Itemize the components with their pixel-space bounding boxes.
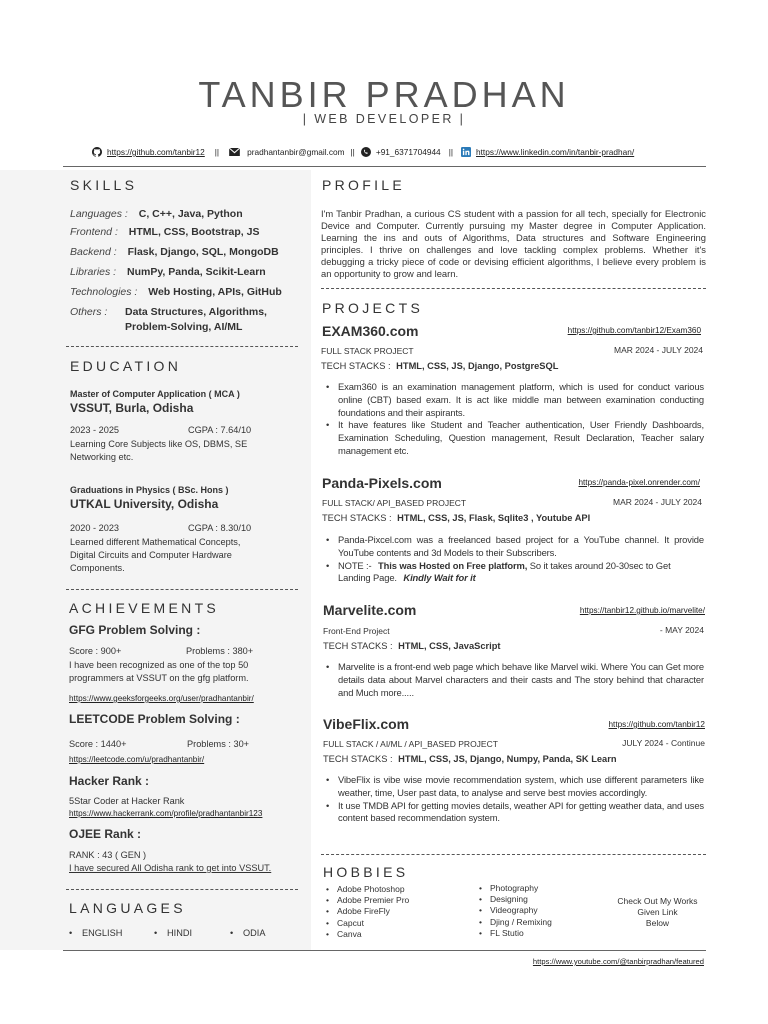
- github-link[interactable]: https://github.com/tanbir12: [107, 147, 205, 157]
- skill-row-languages: [70, 208, 243, 220]
- hobby-item: • Djing / Remixing: [479, 917, 552, 928]
- separator: ||: [214, 147, 220, 157]
- project-stack: [323, 754, 617, 764]
- bullet-item: • It have features like Student and Teacher authentication, User Friendly Dashboards, Examination Scheduling, Question management, Result Declaration, Teacher salary management etc.: [324, 419, 704, 457]
- degree-cgpa: CGPA : 8.30/10: [188, 523, 252, 533]
- project-title: VibeFlix.com: [323, 716, 410, 732]
- project-date: MAR 2024 - JULY 2024: [613, 497, 702, 507]
- skill-value: Problem-Solving, AI/ML: [125, 321, 243, 333]
- degree-description: Digital Circuits and Computer Hardware: [70, 550, 232, 560]
- email-text[interactable]: pradhantanbir@gmail.com: [247, 147, 345, 157]
- works-line: Below: [645, 918, 670, 929]
- degree-title: Master of Computer Application ( MCA ): [70, 389, 240, 399]
- skill-key: Others :: [70, 306, 108, 318]
- language-item: • ENGLISH: [69, 928, 122, 938]
- stack-label: TECH STACKS :: [321, 361, 391, 371]
- project-link[interactable]: https://github.com/tanbir12: [608, 720, 705, 729]
- degree-title: Graduations in Physics ( BSc. Hons ): [70, 485, 229, 495]
- skill-value: Web Hosting, APIs, GitHub: [148, 286, 282, 298]
- leetcode-problems: Problems : 30+: [187, 739, 250, 749]
- project-bullets: [324, 381, 704, 458]
- skill-key: Technologies :: [70, 286, 138, 298]
- degree-description: Learned different Mathematical Concepts,: [70, 537, 241, 547]
- works-line: Check Out My Works: [617, 896, 698, 906]
- hobby-item: • Canva: [326, 929, 409, 940]
- youtube-link[interactable]: https://www.youtube.com/@tanbirpradhan/featured: [532, 957, 704, 966]
- linkedin-icon: [461, 147, 471, 157]
- project-type: Front-End Project: [323, 626, 390, 636]
- hobby-item: • Videography: [479, 905, 552, 916]
- project-title: Panda-Pixels.com: [322, 475, 442, 491]
- bullet-item: • Panda-Pixcel.com was a freelanced based project for a YouTube channel. It provide YouTube contents and 3d Models to their Subscribers.: [324, 534, 704, 560]
- bullet-item: • Exam360 is an examination management platform, which is used for conduct various online (CBT) based exam. It is act like middle man between examination conducting foundations and their aspirants.: [324, 381, 704, 419]
- skill-key: Frontend :: [70, 226, 118, 238]
- hobbies-list-activities: [479, 883, 552, 939]
- gfg-description: I have been recognized as one of the top 50: [69, 660, 249, 670]
- project-date: JULY 2024 - Continue: [622, 738, 705, 748]
- project-stack: [323, 641, 500, 651]
- contact-bar: [92, 147, 634, 157]
- stack-label: TECH STACKS :: [323, 754, 393, 764]
- achievements-heading: ACHIEVEMENTS: [69, 600, 220, 616]
- section-divider: [321, 288, 706, 289]
- hobby-item: • Adobe Premier Pro: [326, 895, 409, 906]
- skill-row-libraries: [70, 266, 266, 278]
- project-title: EXAM360.com: [322, 323, 419, 339]
- gfg-description: programmers at VSSUT on the gfg platform.: [69, 673, 249, 683]
- hobby-item: • Capcut: [326, 918, 409, 929]
- profile-summary: I'm Tanbir Pradhan, a curious CS student with a passion for all tech, specially for Electronic Device and Computer. Currently pursuing my Master degree in Computer Application. Learning the ins and outs of Algorithms, Data structures and Software Engineering principles. I thrive on challenges and love tackling complex problems. Whether it's debugging a tricky piece of code or devising efficient algorithms, I believe every problem is an opportunity to grow and learn.: [321, 208, 706, 279]
- gfg-score: Score : 900+: [69, 646, 122, 656]
- bullet-item: • VibeFlix is vibe wise movie recommendation system, which use different parameters like weather, time, User past data, to analyse and serve best movies accordingly.: [324, 774, 704, 800]
- phone-text[interactable]: +91_6371704944: [375, 147, 441, 157]
- language-item: • HINDI: [154, 928, 192, 938]
- header-divider: [63, 166, 706, 167]
- skill-key: Backend :: [70, 246, 117, 258]
- github-icon: [92, 147, 102, 157]
- skill-value: HTML, CSS, Bootstrap, JS: [128, 226, 260, 238]
- section-divider: [66, 589, 298, 590]
- separator: ||: [350, 147, 355, 157]
- degree-years: 2020 - 2023: [70, 523, 120, 533]
- hackerrank-profile-link[interactable]: https://www.hackerrank.com/profile/pradhantanbir123: [69, 809, 263, 818]
- ojee-rank: RANK : 43 ( GEN ): [69, 850, 147, 860]
- leetcode-title: LEETCODE Problem Solving :: [69, 712, 240, 726]
- languages-heading: LANGUAGES: [69, 900, 186, 916]
- note-bold: This was Hosted on Free platform,: [378, 559, 528, 571]
- gfg-problems: Problems : 380+: [186, 646, 254, 656]
- degree-description: Learning Core Subjects like OS, DBMS, SE: [70, 439, 248, 449]
- skill-row-frontend: [70, 226, 259, 238]
- degree-description: Networking etc.: [70, 452, 134, 462]
- job-title: | WEB DEVELOPER |: [302, 112, 466, 126]
- project-type: FULL STACK/ API_BASED PROJECT: [322, 498, 467, 508]
- hobby-item: • FL Stutio: [479, 928, 552, 939]
- person-name: TANBIR PRADHAN: [198, 74, 570, 115]
- language-item: • ODIA: [230, 928, 265, 938]
- skill-value: Flask, Django, SQL, MongoDB: [127, 246, 279, 258]
- skill-value: C, C++, Java, Python: [138, 208, 243, 220]
- hobby-item: • Designing: [479, 894, 552, 905]
- bullet-note: [324, 560, 704, 586]
- skill-value: Data Structures, Algorithms,: [125, 306, 267, 318]
- skill-key: Languages :: [70, 208, 128, 220]
- leetcode-profile-link[interactable]: https://leetcode.com/u/pradhantanbir/: [69, 755, 205, 764]
- university-name: VSSUT, Burla, Odisha: [70, 401, 194, 415]
- degree-description: Components.: [70, 563, 125, 573]
- skills-heading: SKILLS: [70, 177, 138, 193]
- note-emphasis: Kindly Wait for it: [403, 572, 476, 584]
- degree-years: 2023 - 2025: [70, 425, 120, 435]
- project-bullets: [324, 661, 704, 699]
- section-divider: [66, 346, 298, 347]
- skill-key: Libraries :: [70, 266, 117, 278]
- hackerrank-description: 5Star Coder at Hacker Rank: [69, 796, 185, 806]
- project-link[interactable]: https://panda-pixel.onrender.com/: [578, 478, 700, 487]
- stack-value: HTML, CSS, JS, Django, PostgreSQL: [396, 361, 559, 371]
- hobbies-list-software: [326, 884, 409, 940]
- hobby-item: • Photography: [479, 883, 552, 894]
- project-stack: [321, 361, 558, 371]
- skill-row-technologies: [70, 286, 282, 298]
- project-title: Marvelite.com: [323, 602, 417, 618]
- skill-row-others: [70, 306, 267, 333]
- works-line: Given Link: [637, 907, 678, 918]
- leetcode-score: Score : 1440+: [69, 739, 127, 749]
- project-stack: [322, 513, 590, 523]
- note-prefix: NOTE :-: [338, 559, 372, 571]
- project-bullets: [324, 534, 704, 585]
- stack-value: HTML, CSS, JS, Flask, Sqlite3 , Youtube API: [397, 513, 591, 523]
- hackerrank-title: Hacker Rank :: [69, 774, 150, 788]
- gfg-title: GFG Problem Solving :: [69, 623, 201, 637]
- project-date: - MAY 2024: [659, 625, 704, 635]
- ojee-description: I have secured All Odisha rank to get into VSSUT.: [69, 863, 272, 873]
- stack-value: HTML, CSS, JavaScript: [398, 641, 501, 651]
- works-note: [600, 896, 715, 930]
- section-divider: [321, 854, 706, 855]
- stack-label: TECH STACKS :: [323, 641, 393, 651]
- footer-divider: [63, 950, 706, 951]
- note-text: So it takes around 20-30sec to Get Landing Page.: [338, 559, 671, 584]
- university-name: UTKAL University, Odisha: [70, 497, 219, 511]
- hobby-item: • Adobe FireFly: [326, 906, 409, 917]
- hobbies-heading: HOBBIES: [323, 864, 409, 880]
- project-link[interactable]: https://tanbir12.github.io/marvelite/: [579, 606, 705, 615]
- project-bullets: [324, 774, 704, 825]
- hobby-item: • Adobe Photoshop: [326, 884, 409, 895]
- linkedin-link[interactable]: https://www.linkedin.com/in/tanbir-pradhan/: [476, 147, 635, 157]
- separator: ||: [448, 147, 453, 157]
- project-date: MAR 2024 - JULY 2024: [614, 345, 703, 355]
- stack-value: HTML, CSS, JS, Django, Numpy, Panda, SK Learn: [398, 754, 617, 764]
- projects-heading: PROJECTS: [322, 300, 424, 316]
- gfg-profile-link[interactable]: https://www.geeksforgeeks.org/user/pradhantanbir/: [69, 694, 254, 703]
- project-type: FULL STACK PROJECT: [321, 346, 414, 356]
- whatsapp-icon: [361, 147, 371, 157]
- degree-cgpa: CGPA : 7.64/10: [188, 425, 252, 435]
- project-type: FULL STACK / AI/ML / API_BASED PROJECT: [323, 739, 498, 749]
- ojee-title: OJEE Rank :: [69, 827, 142, 841]
- mail-icon: [229, 148, 240, 156]
- stack-label: TECH STACKS :: [322, 513, 392, 523]
- skill-row-backend: [70, 246, 279, 258]
- education-heading: EDUCATION: [70, 358, 182, 374]
- bullet-item: • Marvelite is a front-end web page which behave like Marvel wiki. Where You can Get more details data about Marvel characters and their casts and The story behind that character and Much more.....: [324, 661, 704, 699]
- project-link[interactable]: https://github.com/tanbir12/Exam360: [567, 326, 701, 335]
- section-divider: [66, 889, 298, 890]
- skill-value: NumPy, Panda, Scikit-Learn: [127, 266, 266, 278]
- bullet-item: • It use TMDB API for getting movies details, weather API for getting weather data, and uses content based recommendation system.: [324, 800, 704, 826]
- profile-heading: PROFILE: [322, 177, 406, 193]
